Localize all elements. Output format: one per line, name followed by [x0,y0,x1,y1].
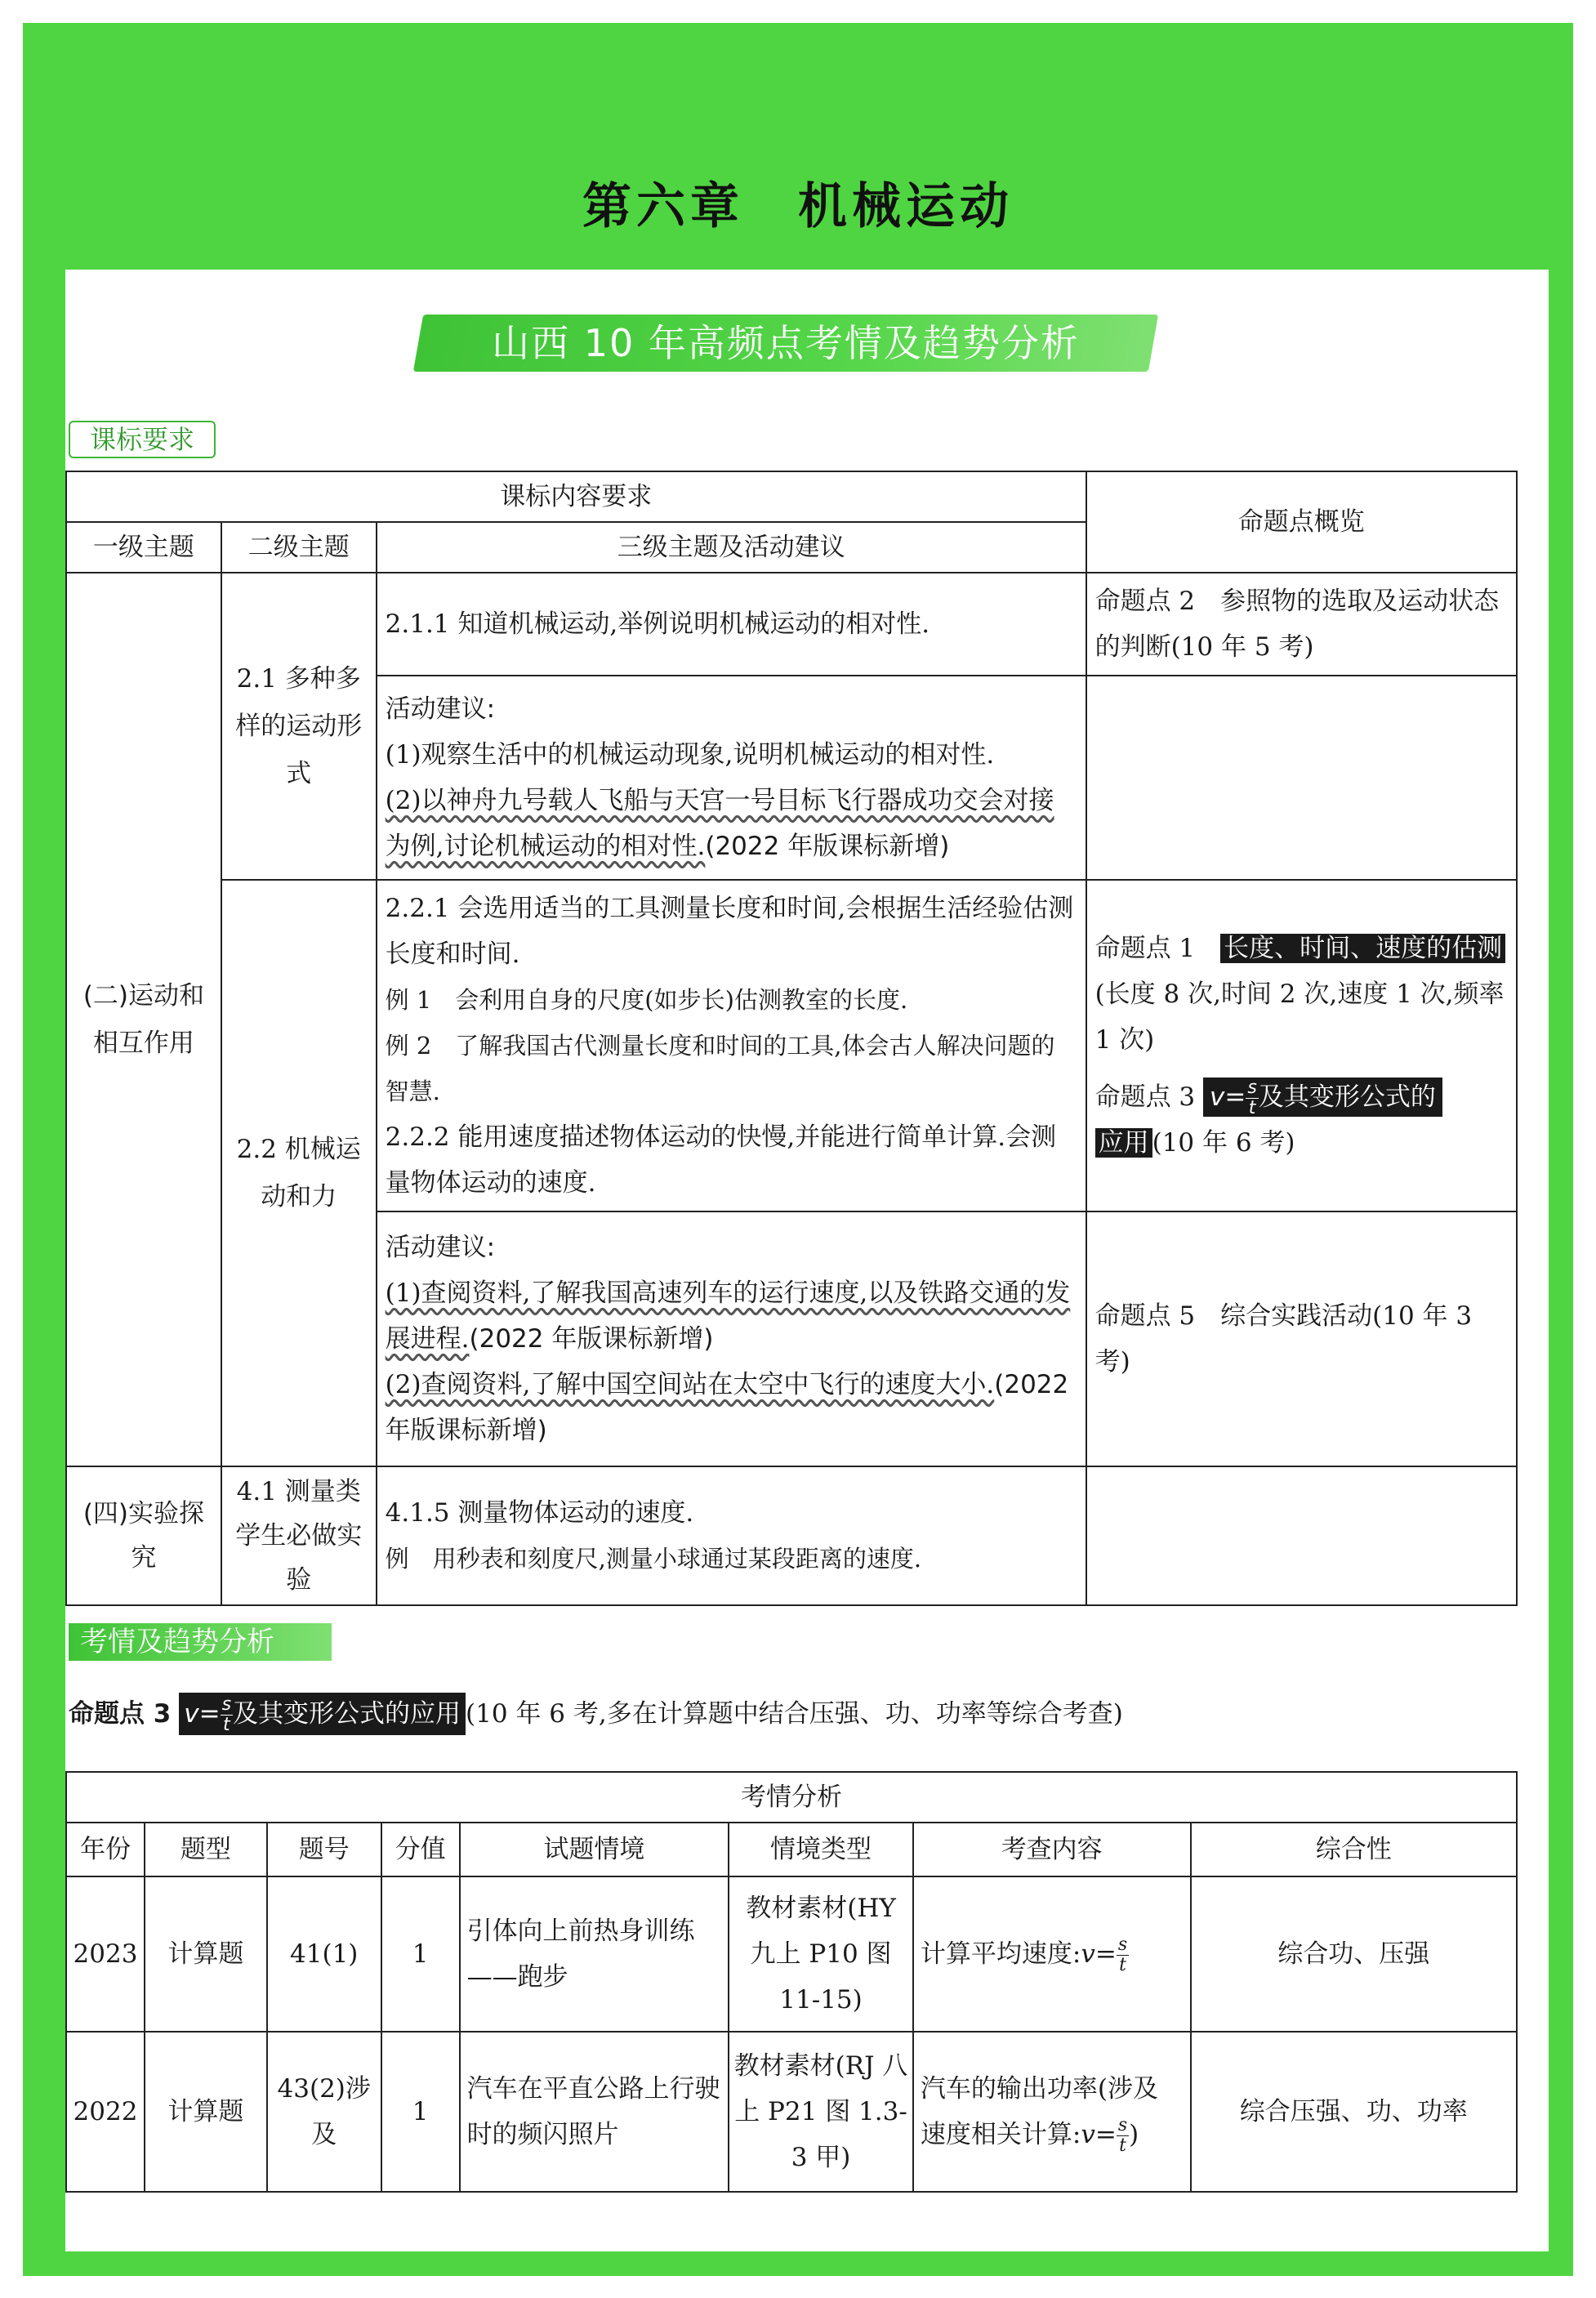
header-level3: 三级主题及活动建议 [377,522,1086,573]
cell-no: 41(1) [267,1876,381,2032]
item-4-1-5: 4.1.5 测量物体运动的速度. [385,1498,694,1528]
col-no: 题号 [267,1823,381,1876]
formula-s: s [1117,2115,1128,2135]
new-tag: (2022 年版课标新增) [385,1370,1069,1445]
cell-content [913,2032,1191,2192]
formula-eq: = [1094,2120,1117,2149]
items-4-1 [377,1466,1086,1605]
formula-v: v [184,1699,199,1729]
formula-v: v [1081,1939,1095,1969]
activity-1-2 [386,778,1077,869]
point-3-summary-label: 命题点 3 [69,1699,172,1729]
activity-label: 活动建议: [385,694,496,724]
formula-eq: = [198,1699,221,1729]
col-content: 考查内容 [913,1823,1191,1876]
cell-content-end: ) [1129,2120,1139,2149]
activity-2-1 [386,1270,1077,1362]
col-score: 分值 [381,1823,460,1876]
new-tag: (2022 年版课标新增) [705,832,950,861]
theme-motion: (二)运动和相互作用 [66,573,221,1466]
example-4: 例 用秒表和刻度尺,测量小球通过某段距离的速度. [385,1545,922,1573]
formula-v: v [1081,2120,1095,2149]
cell-no: 43(2)涉及 [267,2032,381,2192]
curriculum-table [65,471,1518,1606]
formula-s: s [1247,1078,1257,1098]
item-2-2-1: 2.2.1 会选用适当的工具测量长度和时间,会根据生活经验估测长度和时间. [385,894,1074,969]
subtheme-2-1: 2.1 多种多样的运动形式 [221,573,377,880]
points-1-3 [1086,880,1517,1211]
point-3-summary-title [179,1693,466,1735]
cell-scene: 引体向上前热身训练——跑步 [460,1876,729,2032]
activity-block-2 [377,1211,1086,1466]
cell-type: 计算题 [145,1876,267,2032]
point-2: 命题点 2 参照物的选取及运动状态的判断(10 年 5 考) [1086,573,1517,676]
point-5: 命题点 5 综合实践活动(10 年 3 考) [1086,1211,1517,1466]
point-3-summary-title-text: 及其变形公式的应用 [233,1699,461,1729]
cell-content-text: 计算平均速度: [920,1939,1081,1969]
formula-eq: = [1094,1939,1117,1969]
point-3-title-a: 及其变形公式的 [1258,1082,1436,1112]
green-frame-left [23,23,65,2275]
point-1-label: 命题点 1 [1094,934,1196,963]
analysis-tag: 考情及趋势分析 [69,1623,332,1661]
formula-s-over-t [221,1695,233,1735]
col-scene-type: 情境类型 [729,1823,913,1876]
cell-synth: 综合压强、功、功率 [1191,2032,1518,2192]
point-3 [1095,1074,1508,1120]
cell-scene-type: 教材素材(RJ 八上 P21 图 1.3-3 甲) [729,2032,913,2192]
chapter-title: 第六章 机械运动 [582,178,1014,235]
empty-point-cell [1086,676,1517,880]
exam-analysis-table [65,1771,1518,2193]
col-type: 题型 [145,1823,267,1876]
point-3-title-b: 应用 [1095,1128,1152,1158]
formula-t: t [1119,1955,1126,1975]
cell-score: 1 [381,2032,460,2192]
point-3-label: 命题点 3 [1094,1082,1196,1112]
activity-block-1 [377,676,1086,880]
cell-year: 2023 [66,1876,145,2032]
cell-content-text: 汽车的输出功率(涉及速度相关计算: [920,2074,1158,2149]
formula-t: t [1119,2135,1126,2156]
header-curriculum: 课标内容要求 [66,471,1086,522]
header-points: 命题点概览 [1086,471,1517,573]
formula-s-over-t [1117,1935,1129,1975]
cell-score: 1 [381,1876,460,2032]
activity-label-2: 活动建议: [385,1233,496,1262]
cell-scene-type: 教材素材(HY 九上 P10 图 11-15) [729,1876,913,2032]
example-1: 例 1 会利用自身的尺度(如步长)估测教室的长度. [385,986,908,1014]
example-2: 例 2 了解我国古代测量长度和时间的工具,体会古人解决问题的智慧. [385,1032,1055,1105]
col-scene: 试题情境 [460,1823,729,1876]
formula-eq: = [1224,1082,1246,1112]
col-synth: 综合性 [1191,1823,1518,1876]
cell-type: 计算题 [145,2032,267,2192]
subtheme-4-1: 4.1 测量类学生必做实验 [221,1466,377,1605]
formula-v: v [1210,1082,1225,1112]
table-row [66,1876,1517,2032]
item-2-1-1: 2.1.1 知道机械运动,举例说明机械运动的相对性. [377,573,1086,676]
point-3-desc: (10 年 6 考) [1152,1128,1295,1158]
point-1-title: 长度、时间、速度的估测 [1220,934,1505,963]
formula-t: t [222,1715,230,1735]
point-3-summary-desc: (10 年 6 考,多在计算题中结合压强、功、功率等综合考查) [466,1699,1123,1729]
col-year: 年份 [66,1823,145,1876]
green-frame-right [1549,23,1573,2275]
formula-t: t [1248,1098,1256,1118]
curriculum-tag: 课标要求 [69,421,216,458]
header-level2: 二级主题 [221,522,377,573]
cell-scene: 汽车在平直公路上行驶时的频闪照片 [460,2032,729,2192]
point-3-title [1203,1078,1442,1117]
activity-1-1: (1)观察生活中的机械运动现象,说明机械运动的相对性. [385,740,995,770]
item-2-2-2: 2.2.2 能用速度描述物体运动的快慢,并能进行简单计算.会测量物体运动的速度. [385,1122,1057,1198]
table2-title: 考情分析 [66,1772,1517,1823]
table-row [66,2032,1517,2192]
items-2-2 [377,880,1086,1211]
empty-point-cell-2 [1086,1466,1517,1605]
cell-synth: 综合功、压强 [1191,1876,1518,2032]
formula-s-over-t [1246,1078,1258,1118]
formula-s: s [221,1694,232,1715]
cell-year: 2022 [66,2032,145,2192]
green-frame-bottom [23,2251,1573,2276]
header-level1: 一级主题 [66,522,221,573]
activity-2-1-text: (1)查阅资料,了解我国高速列车的运行速度,以及铁路交通的发展进程. [385,1278,1071,1354]
activity-1-2-text: (2)以神舟九号载人飞船与天宫一号目标飞行器成功交会对接为例,讨论机械运动的相对性. [385,786,1054,861]
section-banner-title: 山西 10 年高频点考情及趋势分析 [492,321,1080,365]
point-3-summary [69,1689,1123,1738]
theme-experiment: (四)实验探究 [66,1466,221,1605]
point-3-line2 [1095,1120,1508,1166]
new-tag: (2022 年版课标新增) [469,1324,714,1354]
point-1-desc: (长度 8 次,时间 2 次,速度 1 次,频率 1 次) [1094,979,1505,1055]
point-1 [1095,926,1508,971]
activity-2-2 [386,1362,1077,1453]
activity-2-2-text: (2)查阅资料,了解中国空间站在太空中飞行的速度大小. [385,1370,995,1399]
subtheme-2-2: 2.2 机械运动和力 [221,880,377,1466]
formula-s-over-t [1117,2116,1129,2156]
cell-content [913,1876,1191,2032]
formula-s: s [1117,1934,1128,1955]
